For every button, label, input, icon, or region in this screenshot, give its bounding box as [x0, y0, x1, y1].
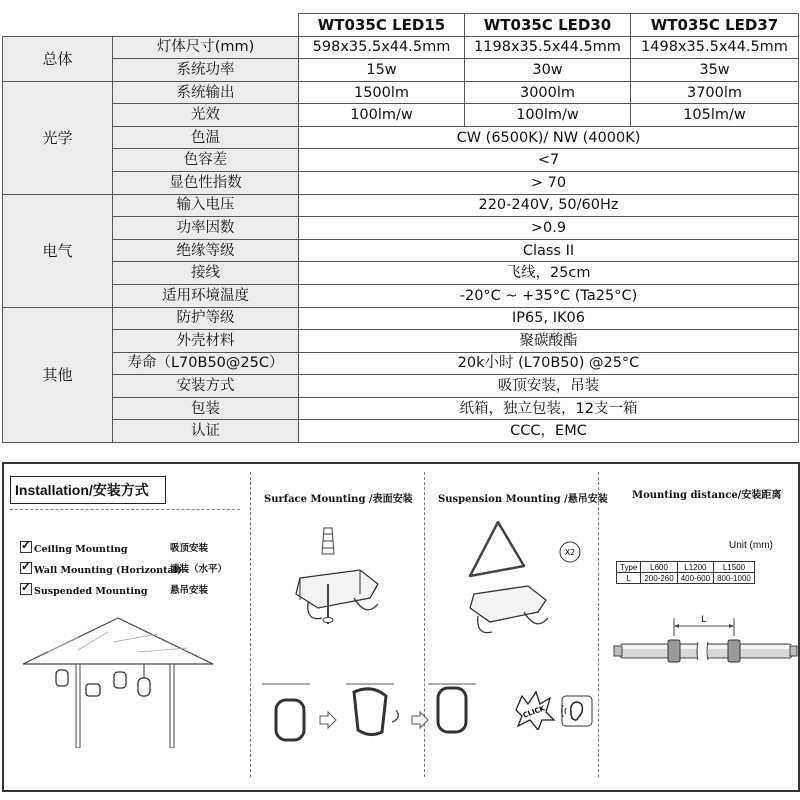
spec-row: [3, 397, 799, 420]
spec-row-label: 显色性指数: [113, 172, 299, 195]
spec-value-merged: 20k小时 (L70B50) @25°C: [299, 352, 799, 375]
spec-value-merged: CCC，EMC: [299, 420, 799, 443]
spec-group-label: 总体: [3, 36, 113, 81]
spec-row-label: 接线: [113, 262, 299, 285]
section-divider: [250, 472, 251, 777]
spec-row: [3, 420, 799, 443]
spec-group-label: 其他: [3, 307, 113, 442]
spec-row-label: 灯体尺寸(mm): [113, 36, 299, 59]
spec-value: 100lm/w: [465, 104, 631, 127]
spec-value-merged: -20°C ~ +35°C (Ta25°C): [299, 284, 799, 307]
suspension-hook-clip-illustration: [462, 518, 562, 638]
distance-value-cell: 800-1000: [714, 573, 755, 584]
spec-value: 598x35.5x44.5mm: [299, 36, 465, 59]
spec-value-merged: <7: [299, 149, 799, 172]
spec-value: 100lm/w: [299, 104, 465, 127]
spec-row: [3, 330, 799, 353]
spec-row: [3, 194, 799, 217]
spec-row-label: 外壳材料: [113, 330, 299, 353]
spec-row-label: 输入电压: [113, 194, 299, 217]
model-header: WT035C LED15: [299, 14, 465, 37]
spec-header-row: [3, 14, 799, 37]
spec-row-label: 色温: [113, 126, 299, 149]
spec-row: [3, 126, 799, 149]
spec-row: [3, 352, 799, 375]
click-sound-illustration: [512, 690, 594, 730]
spec-value: 1498x35.5x44.5mm: [631, 36, 799, 59]
house-mounting-illustration: [18, 612, 218, 748]
spec-value-merged: >0.9: [299, 217, 799, 240]
option-label-en: Ceiling Mounting: [34, 544, 128, 555]
spec-row-label: 寿命（L70B50@25C）: [113, 352, 299, 375]
spec-row-label: 适用环境温度: [113, 284, 299, 307]
option-label-cn: 墙装（水平）: [170, 564, 228, 575]
spec-row-label: 系统输出: [113, 81, 299, 104]
clip-in-sequence-illustration: [262, 676, 488, 746]
spec-value-merged: 聚碳酸酯: [299, 330, 799, 353]
spec-value-merged: Class II: [299, 239, 799, 262]
spec-row-label: 认证: [113, 420, 299, 443]
distance-value-cell: 400-600: [677, 573, 713, 584]
spec-table: [2, 13, 799, 443]
spec-row: [3, 149, 799, 172]
installation-title: Installation/安装方式: [10, 476, 166, 504]
spec-value-merged: IP65, IK06: [299, 307, 799, 330]
distance-header-cell: Type: [617, 562, 641, 573]
surface-clip-screw-illustration: [288, 524, 398, 639]
quantity-badge-label: X2: [564, 548, 576, 557]
spec-group-label: 电气: [3, 194, 113, 307]
suspension-mounting-title: Suspension Mounting /悬吊安装: [438, 494, 608, 505]
spec-row: [3, 36, 799, 59]
spec-row: [3, 217, 799, 240]
distance-header-cell: L1200: [677, 562, 713, 573]
quantity-badge-icon: [558, 540, 582, 564]
spec-value-merged: 飞线，25cm: [299, 262, 799, 285]
option-label-cn: 悬吊安装: [170, 585, 209, 596]
unit-label: Unit (mm): [729, 540, 773, 551]
spec-value: 105lm/w: [631, 104, 799, 127]
spec-value-merged: 纸箱，独立包装，12支一箱: [299, 397, 799, 420]
option-suspended-mounting: [20, 582, 209, 597]
distance-header-cell: L1500: [714, 562, 755, 573]
spec-row-label: 绝缘等级: [113, 239, 299, 262]
spec-value: 3000lm: [465, 81, 631, 104]
checkbox-checked-icon: [20, 541, 32, 553]
distance-marker-label: L: [701, 614, 707, 624]
spec-row: [3, 375, 799, 398]
spec-value: 15w: [299, 59, 465, 82]
spec-row: [3, 104, 799, 127]
spec-value-merged: CW (6500K)/ NW (4000K): [299, 126, 799, 149]
spec-value: 35w: [631, 59, 799, 82]
distance-header-cell: L600: [641, 562, 677, 573]
mounting-distance-title: Mounting distance/安装距离: [632, 490, 782, 501]
distance-value-cell: 200-260: [641, 573, 677, 584]
header-blank-cell: [3, 14, 299, 37]
option-label-cn: 吸顶安装: [170, 543, 209, 554]
tube-luminaire-illustration: [612, 612, 798, 666]
spec-row: [3, 284, 799, 307]
option-label-en: Suspended Mounting: [34, 586, 148, 597]
spec-value: 30w: [465, 59, 631, 82]
spec-row: [3, 81, 799, 104]
surface-mounting-title: Surface Mounting /表面安装: [264, 494, 413, 505]
spec-row-label: 光效: [113, 104, 299, 127]
option-wall-mounting: [20, 561, 228, 576]
title-divider: [10, 509, 240, 510]
spec-row-label: 安装方式: [113, 375, 299, 398]
checkbox-checked-icon: [20, 583, 32, 595]
spec-value: 1500lm: [299, 81, 465, 104]
spec-row: [3, 239, 799, 262]
section-divider: [598, 472, 599, 777]
option-label-en: Wall Mounting (Horizontal): [34, 565, 182, 576]
spec-row-label: 功率因数: [113, 217, 299, 240]
spec-group-label: 光学: [3, 81, 113, 194]
spec-row-label: 系统功率: [113, 59, 299, 82]
click-label: CLICK: [521, 704, 547, 720]
spec-row-label: 色容差: [113, 149, 299, 172]
model-header: WT035C LED37: [631, 14, 799, 37]
spec-row: [3, 59, 799, 82]
model-header: WT035C LED30: [465, 14, 631, 37]
spec-row-label: 包装: [113, 397, 299, 420]
spec-value-merged: 吸顶安装，吊装: [299, 375, 799, 398]
spec-row-label: 防护等级: [113, 307, 299, 330]
spec-value-merged: 220-240V, 50/60Hz: [299, 194, 799, 217]
spec-row: [3, 172, 799, 195]
spec-value-merged: > 70: [299, 172, 799, 195]
checkbox-checked-icon: [20, 562, 32, 574]
spec-value: 3700lm: [631, 81, 799, 104]
spec-row: [3, 307, 799, 330]
mounting-distance-table: [616, 561, 755, 584]
spec-value: 1198x35.5x44.5mm: [465, 36, 631, 59]
spec-row: [3, 262, 799, 285]
distance-value-cell: L: [617, 573, 641, 584]
option-ceiling-mounting: [20, 540, 209, 555]
